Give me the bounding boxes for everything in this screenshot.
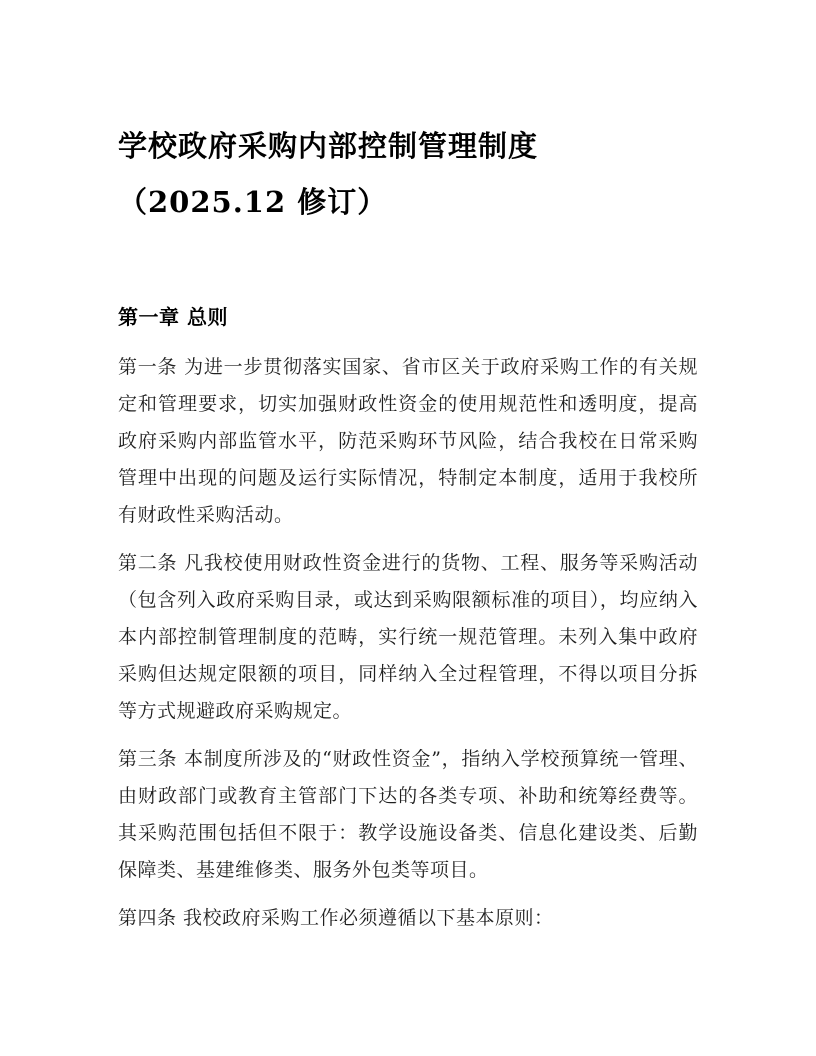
paragraph-article-1: 第一条 为进一步贯彻落实国家、省市区关于政府采购工作的有关规定和管理要求，切实加强财政性资金的使用规范性和透明度，提高政府采购内部监管水平，防范采购环节风险，结合我校在日常采购管理中出现的问题及运行实际情况，特制定本制度，适用于我校所有财政性采购活动。 <box>118 356 698 526</box>
paragraph-article-2: 第二条 凡我校使用财政性资金进行的货物、工程、服务等采购活动（包含列入政府采购目录，或达到采购限额标准的项目），均应纳入本内部控制管理制度的范畴，实行统一规范管理。未列入集中政府采购但达规定限额的项目，同样纳入全过程管理，不得以项目分拆等方式规避政府采购规定。 <box>118 552 698 722</box>
document-title: 学校政府采购内部控制管理制度（2025.12 修订） <box>118 129 539 219</box>
paragraph-article-3: 第三条 本制度所涉及的“财政性资金”，指纳入学校预算统一管理、由财政部门或教育主管部门下达的各类专项、补助和统筹经费等。其采购范围包括但不限于：教学设施设备类、信息化建设类、后勤保障类、基建维修类、服务外包类等项目。 <box>118 748 698 881</box>
chapter-heading: 第一章 总则 <box>118 305 228 329</box>
paragraph-article-4: 第四条 我校政府采购工作必须遵循以下基本原则： <box>118 907 554 929</box>
